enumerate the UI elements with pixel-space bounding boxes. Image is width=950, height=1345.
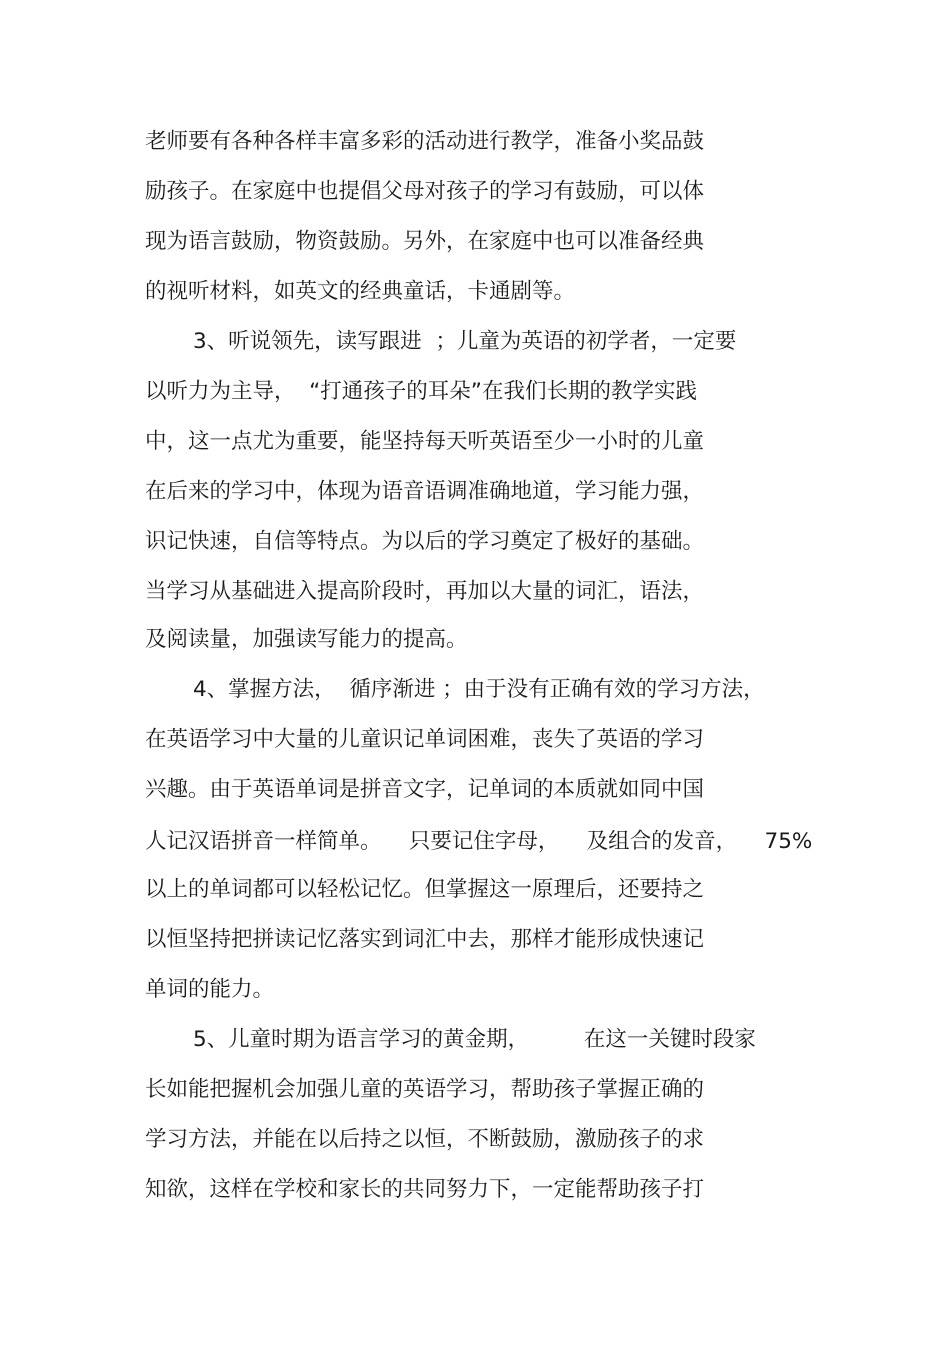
text-line: 当学习从基础进入提高阶段时，再加以大量的词汇，语法， [145, 579, 705, 604]
text-line: 识记快速，自信等特点。为以后的学习奠定了极好的基础。 [145, 529, 705, 554]
text-line: 现为语言鼓励，物资鼓励。另外，在家庭中也可以准备经典 [145, 229, 705, 254]
text-line: 以上的单词都可以轻松记忆。但掌握这一原理后，还要持之 [145, 877, 705, 902]
text-line: 中，这一点尤为重要，能坚持每天听英语至少一小时的儿童 [145, 429, 705, 454]
text-line: 以恒坚持把拼读记忆落实到词汇中去，那样才能形成快速记 [145, 927, 705, 952]
text-line-indented: 5、儿童时期为语言学习的黄金期， 在这一关键时段家 [193, 1027, 756, 1052]
text-line: 单词的能力。 [145, 977, 275, 1002]
text-line: 人记汉语拼音一样简单。 只要记住字母， 及组合的发音， 75% [145, 829, 813, 854]
text-line: 知欲，这样在学校和家长的共同努力下，一定能帮助孩子打 [145, 1177, 705, 1202]
text-line: 在后来的学习中，体现为语音语调准确地道，学习能力强， [145, 479, 705, 504]
text-line-indented: 3、听说领先，读写跟进 ；儿童为英语的初学者，一定要 [193, 329, 737, 354]
text-line: 学习方法，并能在以后持之以恒，不断鼓励，激励孩子的求 [145, 1127, 705, 1152]
text-line: 在英语学习中大量的儿童识记单词困难，丧失了英语的学习 [145, 727, 705, 752]
text-line: 以听力为主导， “打通孩子的耳朵”在我们长期的教学实践 [145, 379, 697, 404]
text-line: 兴趣。由于英语单词是拼音文字，记单词的本质就如同中国 [145, 777, 705, 802]
text-line: 及阅读量，加强读写能力的提高。 [145, 627, 468, 652]
text-line: 励孩子。在家庭中也提倡父母对孩子的学习有鼓励，可以体 [145, 179, 705, 204]
text-line: 长如能把握机会加强儿童的英语学习，帮助孩子掌握正确的 [145, 1077, 705, 1102]
text-line-indented: 4、掌握方法， 循序渐进 ；由于没有正确有效的学习方法， [193, 677, 765, 702]
text-line: 老师要有各种各样丰富多彩的活动进行教学，准备小奖品鼓 [145, 129, 705, 154]
text-line: 的视听材料，如英文的经典童话，卡通剧等。 [145, 279, 576, 304]
